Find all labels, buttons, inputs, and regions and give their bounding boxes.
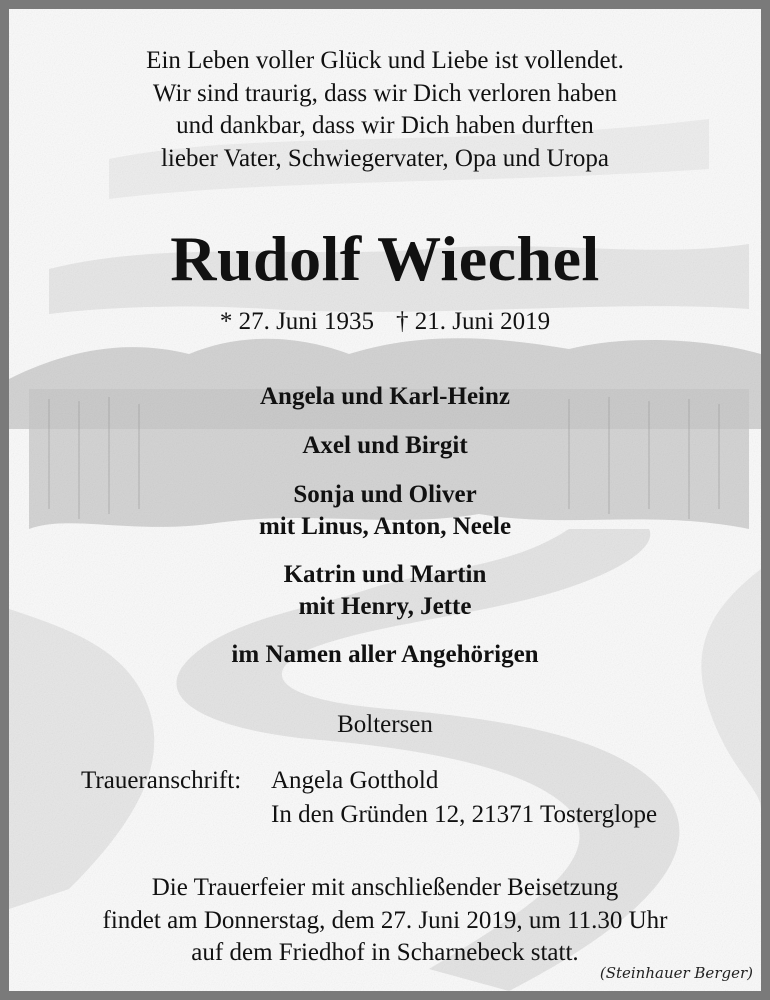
obituary-content <box>9 9 761 991</box>
life-dates <box>9 306 761 338</box>
service-notice <box>9 872 761 970</box>
family-line: Sonja und Oliver <box>293 481 477 508</box>
family-line: mit Linus, Anton, Neele <box>258 513 512 540</box>
family-line: mit Henry, Jette <box>298 593 472 620</box>
birth-date: * 27. Juni 1935 <box>219 308 374 335</box>
family-line: Katrin und Martin <box>283 561 487 588</box>
address-label: Traueranschrift: <box>81 767 242 794</box>
family-entry <box>9 559 761 623</box>
family-entry <box>9 639 761 671</box>
place-name: Boltersen <box>337 711 433 738</box>
verse-line: Ein Leben voller Glück und Liebe ist vollendet. <box>146 47 624 74</box>
family-entry <box>9 479 761 543</box>
family-entry <box>9 430 761 462</box>
family-line: Angela und Karl-Heinz <box>259 383 510 410</box>
service-line: auf dem Friedhof in Scharnebeck statt. <box>191 939 579 966</box>
death-date: † 21. Juni 2019 <box>396 308 551 335</box>
service-line: Die Trauerfeier mit anschließender Beisetzung <box>151 874 619 901</box>
verse-line: lieber Vater, Schwiegervater, Opa und Uropa <box>160 144 610 172</box>
verse-line: und dankbar, dass wir Dich haben durften <box>176 112 594 139</box>
family-line: Axel und Birgit <box>302 432 468 459</box>
family-line: im Namen aller Angehörigen <box>231 641 539 668</box>
stonemason-signature: (Steinhauer Berger) <box>599 964 753 982</box>
memorial-verse <box>9 45 761 175</box>
family-entry <box>9 381 761 413</box>
deceased-name: Rudolf Wiechel <box>170 223 600 294</box>
address-street: In den Gründen 12, 21371 Tosterglope <box>271 801 658 828</box>
address-name: Angela Gotthold <box>271 767 439 794</box>
service-line: findet am Donnerstag, dem 27. Juni 2019, um 11.30 Uhr <box>102 906 668 934</box>
verse-line: Wir sind traurig, dass wir Dich verloren haben <box>152 79 618 107</box>
